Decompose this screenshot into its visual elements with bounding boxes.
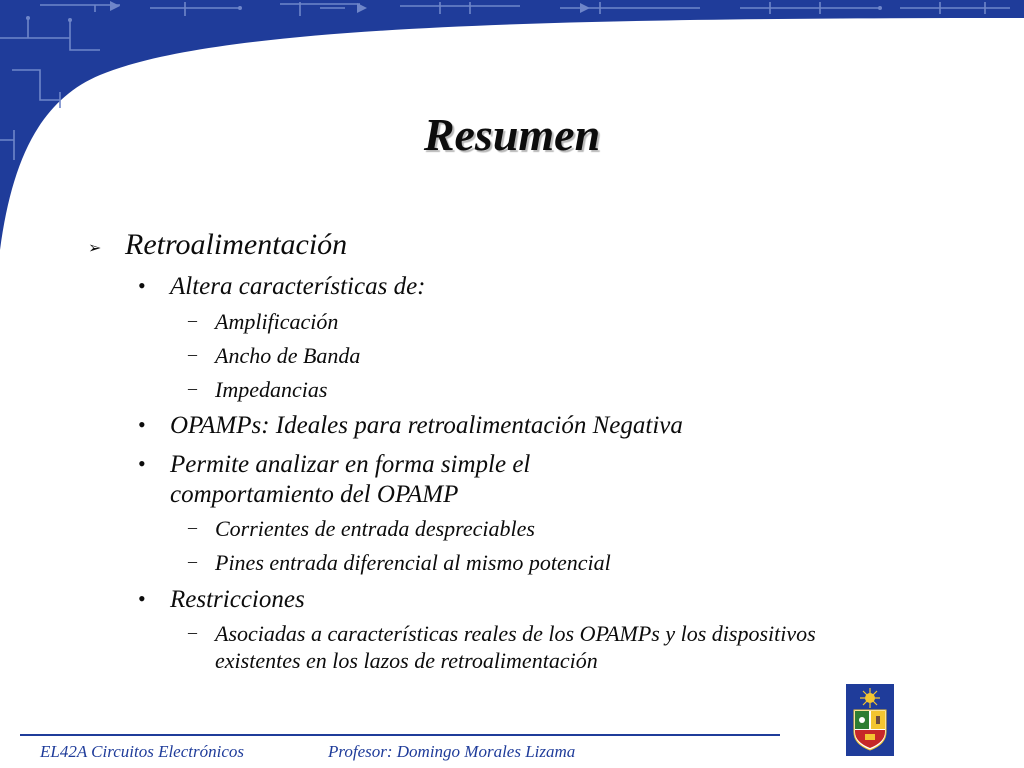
bullet-text: Permite analizar en forma simple el <box>170 451 531 478</box>
sub-bullet-text: Corrientes de entrada despreciables <box>215 516 535 541</box>
footer-professor: Profesor: Domingo Morales Lizama <box>328 742 576 761</box>
sub-bullet-text: Asociadas a características reales de los OPAMPs y los dispositivos <box>215 621 816 646</box>
dot-bullet-icon: • <box>138 412 146 437</box>
bullet-text: Restricciones <box>170 586 305 613</box>
slide-title: Resumen <box>423 109 601 160</box>
footer-course: EL42A Circuitos Electrónicos <box>40 742 244 761</box>
dot-bullet-icon: • <box>138 586 146 611</box>
sub-bullet-text: Ancho de Banda <box>215 343 361 368</box>
dash-bullet-icon: – <box>188 378 197 398</box>
dash-bullet-icon: – <box>188 344 197 364</box>
dash-bullet-icon: – <box>188 310 197 330</box>
arrow-bullet-icon: ➢ <box>88 240 102 257</box>
sub-bullet-text-continued: existentes en los lazos de retroalimentación <box>215 648 598 673</box>
university-crest-icon <box>846 684 894 756</box>
footer-divider <box>20 734 780 736</box>
sub-bullet-text: Impedancias <box>215 377 328 402</box>
dash-bullet-icon: – <box>188 517 197 537</box>
dash-bullet-icon: – <box>188 551 197 571</box>
sub-bullet-text: Pines entrada diferencial al mismo potencial <box>215 550 611 575</box>
dot-bullet-icon: • <box>138 273 146 298</box>
bullet-text-continued: comportamiento del OPAMP <box>170 481 459 508</box>
dot-bullet-icon: • <box>138 451 146 476</box>
sub-bullet-text: Amplificación <box>215 309 339 334</box>
dash-bullet-icon: – <box>188 622 197 642</box>
bullet-text: OPAMPs: Ideales para retroalimentación Negativa <box>170 412 683 439</box>
outline-heading: Retroalimentación <box>125 228 348 261</box>
bullet-text: Altera características de: <box>170 273 426 300</box>
